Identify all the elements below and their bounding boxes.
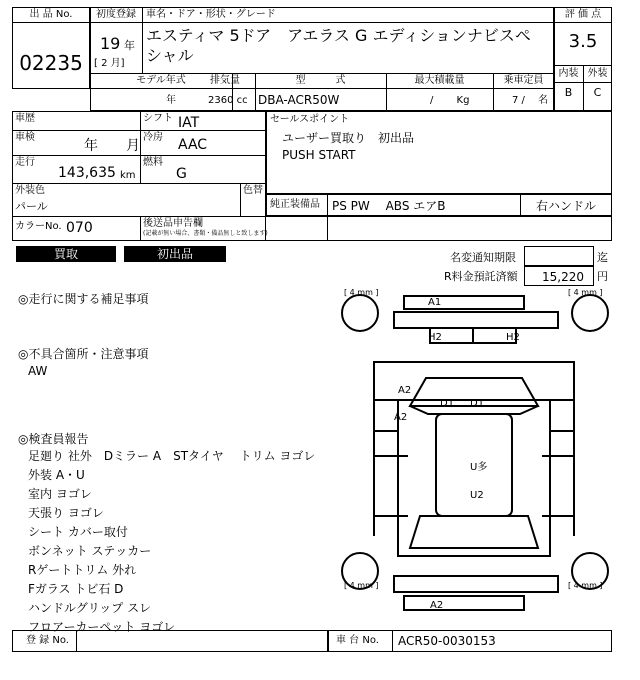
- lot-no: 02235: [19, 51, 83, 75]
- defects-title: ◎不具合箇所・注意事項: [18, 347, 149, 361]
- recolor-label: 色替: [243, 185, 263, 196]
- purchase-tag: 買取: [16, 246, 116, 262]
- lot-no-label: 出 品 No.: [29, 9, 73, 20]
- displacement-label: 排気量: [210, 75, 240, 86]
- docs-note: (記載が無い場合、書類・備品無しと致します): [143, 230, 268, 237]
- damage-mark: A2: [394, 412, 408, 423]
- inspector-line: Rゲートトリム 外れ: [28, 563, 137, 577]
- model-year-label: モデル年式: [136, 75, 186, 86]
- damage-mark: A1: [428, 297, 442, 308]
- max-load: / Kg: [430, 95, 470, 106]
- exterior-grade: C: [593, 86, 602, 99]
- mileage-unit: km: [120, 170, 136, 181]
- sales-point-2: PUSH START: [282, 148, 356, 162]
- fuel-label: 燃料: [143, 157, 163, 168]
- damage-mark: U2: [470, 490, 484, 501]
- recycle-label: R料金預託済額: [444, 270, 518, 283]
- inspection-value: 年 月: [84, 138, 140, 154]
- model-year-unit: 年: [166, 95, 176, 106]
- damage-mark: H2: [428, 332, 442, 343]
- exterior-label: 外装: [587, 68, 608, 79]
- score-label: 評 価 点: [564, 9, 602, 20]
- score: 3.5: [568, 31, 598, 52]
- car-name: エスティマ 5ドア アエラス G エディションナビスペシャル: [146, 26, 531, 65]
- chassis-no-label: 車 台 No.: [336, 635, 379, 646]
- name-change-unit: 迄: [597, 251, 608, 264]
- color-no-label: カラーNo.: [15, 221, 62, 232]
- color-label: 外装色: [15, 185, 45, 196]
- car-damage-diagram: [338, 286, 612, 626]
- history-label: 車歴: [15, 113, 35, 124]
- chassis-no: ACR50-0030153: [398, 634, 496, 648]
- color: パール: [15, 200, 48, 213]
- color-no: 070: [66, 220, 93, 236]
- first-reg-month: [ 2 月]: [94, 58, 125, 69]
- name-change-box: [524, 246, 594, 266]
- steering: 右ハンドル: [535, 199, 596, 213]
- damage-mark: H2: [506, 332, 520, 343]
- defects-value: AW: [28, 364, 48, 378]
- mileage-label: 走行: [15, 157, 35, 168]
- name-change-label: 名変通知期限: [450, 251, 516, 264]
- driving-title: ◎走行に関する補足事項: [18, 292, 149, 306]
- ac: AAC: [178, 137, 208, 153]
- inspector-line: 室内 ヨゴレ: [28, 487, 92, 501]
- inspector-line: 足廻り 社外 Dミラー A STタイヤ トリム ヨゴレ: [28, 449, 316, 463]
- interior-label: 内装: [558, 68, 579, 79]
- displacement: 2360 cc: [208, 95, 248, 106]
- capacity: 7 / 名: [512, 95, 549, 106]
- first-reg-year: 19: [100, 34, 121, 53]
- inspector-line: フロアーカーペット ヨゴレ: [28, 620, 176, 634]
- fuel: G: [176, 166, 187, 182]
- inspector-line: 外装 A・U: [28, 468, 85, 482]
- type-label: 型 式: [295, 75, 346, 86]
- damage-mark: D1: [440, 398, 455, 409]
- first-reg-year-unit: 年: [124, 39, 135, 52]
- first-listing-tag: 初出品: [124, 246, 226, 262]
- car-name-label: 車名・ドア・形状・グレード: [146, 9, 276, 20]
- damage-mark: A2: [430, 600, 444, 611]
- tire-depth-label: [ 4 mm ]: [568, 581, 603, 590]
- equipment-label: 純正装備品: [270, 199, 320, 210]
- first-reg-label: 初度登録: [96, 9, 136, 20]
- equipment: PS PW ABS エアB: [332, 199, 446, 213]
- sales-point-label: セールスポイント: [270, 114, 350, 125]
- sales-point-1: ユーザー買取り 初出品: [282, 131, 415, 145]
- shift-label: シフト: [143, 113, 173, 124]
- inspection-label: 車検: [15, 132, 35, 143]
- reg-no-label: 登 録 No.: [26, 635, 69, 646]
- type-value: DBA-ACR50W: [258, 93, 340, 107]
- shift: IAT: [178, 115, 200, 131]
- inspector-line: シート カバー取付: [28, 525, 128, 539]
- inspector-line: Fガラス トビ石 D: [28, 582, 124, 596]
- recycle-value: 15,220: [542, 270, 584, 284]
- inspector-line: ハンドルグリップ スレ: [28, 601, 152, 615]
- inspector-line: ボンネット ステッカー: [28, 544, 152, 558]
- inspector-line: 天張り ヨゴレ: [28, 506, 104, 520]
- max-load-label: 最大積載量: [414, 75, 465, 86]
- mileage: 143,635: [58, 165, 116, 181]
- tire-depth-label: [ 4 mm ]: [344, 581, 379, 590]
- damage-mark: U多: [470, 462, 488, 473]
- interior-grade: B: [564, 86, 573, 99]
- tire-depth-label: [ 4 mm ]: [344, 288, 379, 297]
- damage-mark: D1: [470, 398, 485, 409]
- capacity-label: 乗車定員: [503, 75, 544, 86]
- recycle-unit: 円: [597, 270, 608, 283]
- ac-label: 冷房: [143, 132, 163, 143]
- damage-mark: A2: [398, 385, 412, 396]
- tire-depth-label: [ 4 mm ]: [568, 288, 603, 297]
- docs-label: 後送品申告欄: [143, 218, 203, 229]
- inspector-title: ◎検査員報告: [18, 432, 89, 446]
